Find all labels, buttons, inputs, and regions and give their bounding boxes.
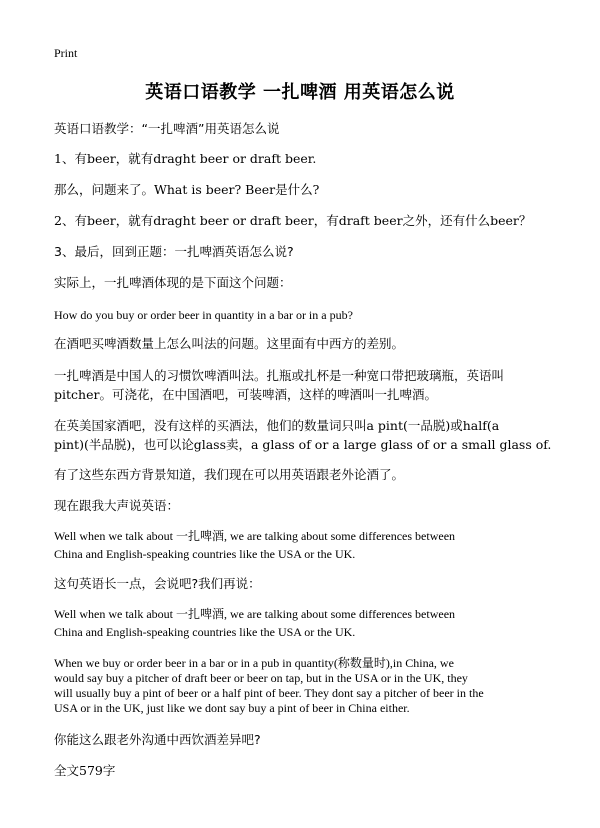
question-line: 那么，问题来了。What is beer? Beer是什么? — [54, 182, 320, 197]
intro-line: 英语口语教学：“一扎啤酒”用英语怎么说 — [54, 121, 280, 136]
para-line-2: would say buy a pitcher of draft beer or beer on tap, but in the USA or in the UK, they — [54, 671, 468, 685]
how-question: How do you buy or order beer in quantity in a bar or in a pub? — [54, 308, 353, 322]
how-explanation: 在酒吧买啤酒数量上怎么叫法的问题。这里面有中西方的差别。 — [54, 336, 405, 351]
word-count: 全文579字 — [54, 763, 116, 778]
closing-question: 你能这么跟老外沟通中西饮酒差异吧? — [54, 732, 261, 747]
zha-line-2: pitcher。可浇花，在中国酒吧，可装啤酒，这样的啤酒叫一扎啤酒。 — [54, 387, 437, 402]
say1-line-2: China and English-speaking countries like the USA or the UK. — [54, 547, 356, 561]
longer-line: 这句英语长一点，会说吧?我们再说： — [54, 576, 261, 591]
para-line-3: will usually buy a pint of beer or a half pint of beer. They dont say a pitcher of beer in the — [54, 686, 484, 700]
point-1: 1、有beer，就有draght beer or draft beer. — [54, 151, 317, 166]
point-2: 2、有beer，就有draght beer or draft beer，有draft beer之外，还有什么beer？ — [54, 213, 532, 228]
say2-line-1: Well when we talk about 一扎啤酒, we are talking about some differences between — [54, 607, 456, 621]
say2-line-2: China and English-speaking countries like the USA or the UK. — [54, 625, 356, 639]
background-line: 有了这些东西方背景知道，我们现在可以用英语跟老外论酒了。 — [54, 467, 405, 482]
actually-line: 实际上，一扎啤酒体现的是下面这个问题： — [54, 275, 292, 290]
follow-line: 现在跟我大声说英语： — [54, 498, 180, 513]
west-line-1: 在英美国家酒吧，没有这样的买酒法，他们的数量词只叫a pint(一品脱)或half(a — [54, 418, 500, 433]
page-title: 英语口语教学 一扎啤酒 用英语怎么说 — [145, 82, 455, 103]
west-line-2: pint)(半品脱)，也可以论glass卖，a glass of or a large glass of or a small glass of. — [54, 437, 552, 452]
para-line-1: When we buy or order beer in a bar or in a pub in quantity(称数量时),in China, we — [54, 656, 454, 670]
say1-line-1: Well when we talk about 一扎啤酒, we are talking about some differences between — [54, 529, 456, 543]
zha-line-1: 一扎啤酒是中国人的习惯饮啤酒叫法。扎瓶或扎杯是一种宽口带把玻璃瓶，英语叫 — [54, 368, 505, 383]
point-3: 3、最后，回到正题：一扎啤酒英语怎么说? — [54, 244, 294, 259]
print-label[interactable]: Print — [54, 46, 78, 60]
para-line-4: USA or in the UK, just like we dont say buy a pint of beer in China either. — [54, 701, 410, 715]
